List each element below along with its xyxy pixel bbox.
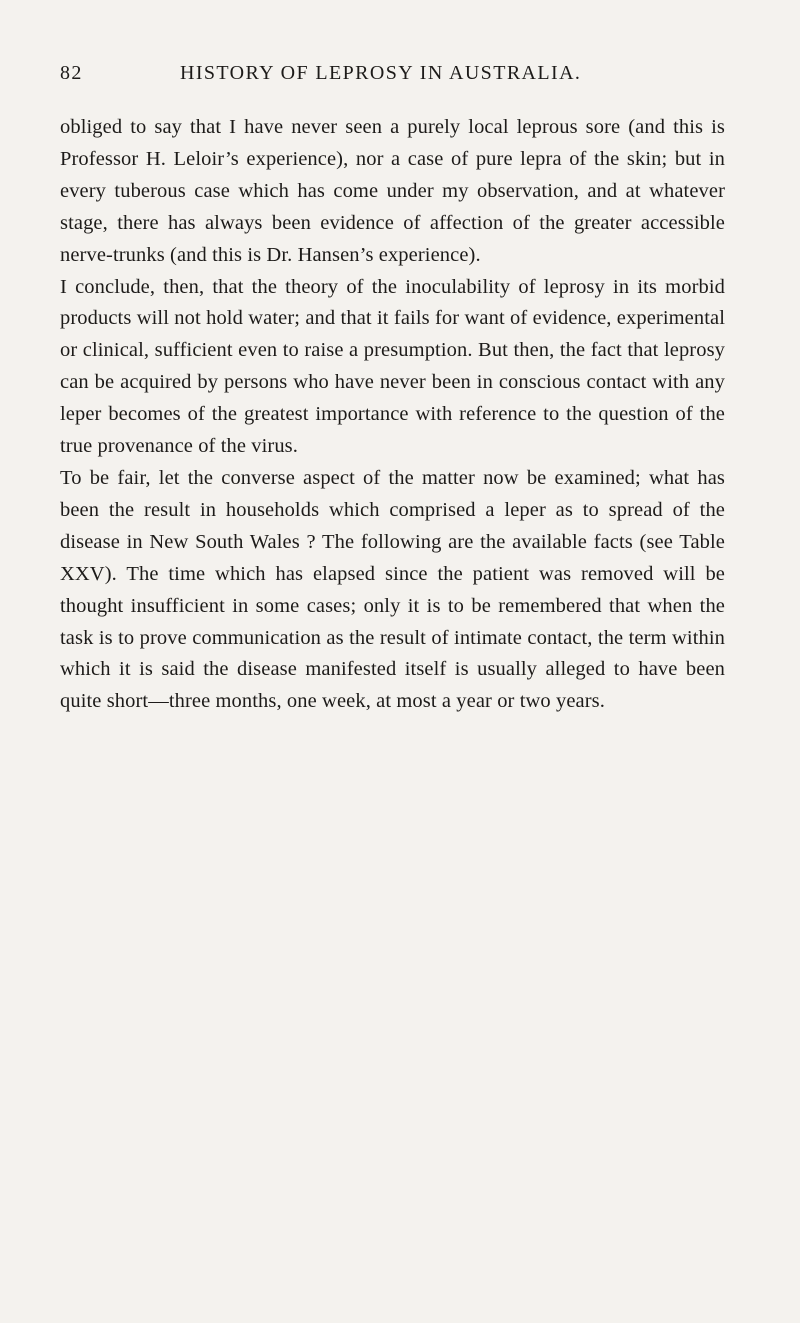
paragraph-3: To be fair, let the converse aspect of the matter now be examined; what has been the result in households which comprised a leper as to spread of the disease in New South Wales ? The following are the available facts (see Table XXV). The time which has elapsed since the patient was removed will be thought insufficient in some cases; only it is to be remembered that when the task is to prove communication as the result of intimate contact, the term within which it is said the disease manifested itself is usually alleged to have been quite short—three months, one week, at most a year or two years. xyxy=(60,466,725,713)
running-head xyxy=(60,62,730,88)
body-text xyxy=(60,112,725,718)
page-number: 82 xyxy=(60,62,83,84)
paragraph-2: I conclude, then, that the theory of the inoculability of leprosy in its morbid products will not hold water; and that it fails for want of evidence, experimental or clinical, sufficient even to raise a presumption. But then, the fact that leprosy can be acquired by persons who have never been in conscious contact with any leper becomes of the greatest importance with reference to the question of the true provenance of the virus. xyxy=(60,275,725,458)
running-title: HISTORY OF LEPROSY IN AUSTRALIA. xyxy=(180,62,582,84)
paragraph-1: obliged to say that I have never seen a purely local leprous sore (and this is Professor H. Leloir’s experience), nor a case of pure lepra of the skin; but in every tuberous case which has come under my observation, and at whatever stage, there has always been evidence of affection of the greater accessible nerve-trunks (and this is Dr. Hansen’s experience). xyxy=(60,116,725,266)
